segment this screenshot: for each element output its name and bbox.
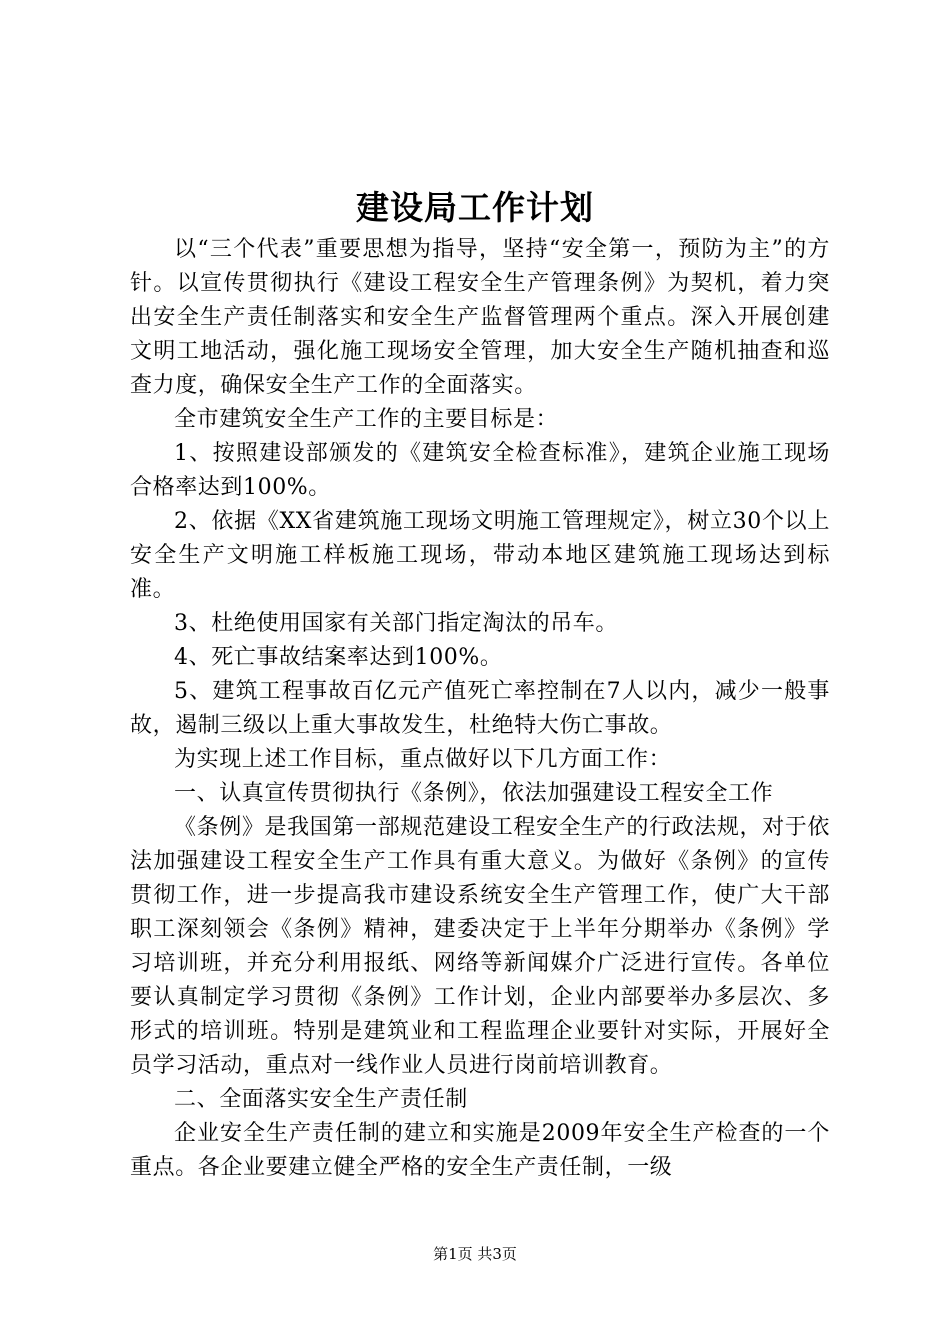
page-footer: 第1页 共3页: [433, 1245, 517, 1263]
paragraph-goals-heading: 全市建筑安全生产工作的主要目标是：: [174, 407, 559, 432]
document-body: [130, 233, 830, 1185]
document-title: 建设局工作计划: [356, 188, 594, 227]
paragraph-goal-2: 2、依据《XX省建筑施工现场文明施工管理规定》，树立30个以上安全生产文明施工样板施工现场，带动本地区建筑施工现场达到标准。: [130, 509, 830, 602]
section-heading-2: 二、全面落实安全生产责任制: [174, 1087, 468, 1112]
paragraph-goal-3: 3、杜绝使用国家有关部门指定淘汰的吊车。: [174, 611, 618, 636]
paragraph-intro: 以“三个代表”重要思想为指导，坚持“安全第一，预防为主”的方针。以宣传贯彻执行《建设工程安全生产管理条例》为契机，着力突出安全生产责任制落实和安全生产监督管理两个重点。深入开展创建文明工地活动，强化施工现场安全管理，加大安全生产随机抽查和巡查力度，确保安全生产工作的全面落实。: [130, 237, 830, 398]
paragraph-section-1: 《条例》是我国第一部规范建设工程安全生产的行政法规，对于依法加强建设工程安全生产工作具有重大意义。为做好《条例》的宣传贯彻工作，进一步提高我市建设系统安全生产管理工作，使广大干部职工深刻领会《条例》精神，建委决定于上半年分期举办《条例》学习培训班，并充分利用报纸、网络等新闻媒介广泛进行宣传。各单位要认真制定学习贯彻《条例》工作计划，企业内部要举办多层次、多形式的培训班。特别是建筑业和工程监理企业要针对实际，开展好全员学习活动，重点对一线作业人员进行岗前培训教育。: [130, 815, 830, 1078]
paragraph-goal-5: 5、建筑工程事故百亿元产值死亡率控制在7人以内，减少一般事故，遏制三级以上重大事故发生，杜绝特大伤亡事故。: [130, 679, 830, 738]
paragraph-goal-4: 4、死亡事故结案率达到100%。: [174, 645, 503, 670]
paragraph-work-intro: 为实现上述工作目标，重点做好以下几方面工作：: [174, 747, 672, 772]
paragraph-goal-1: 1、按照建设部颁发的《建筑安全检查标准》，建筑企业施工现场合格率达到100%。: [130, 441, 830, 500]
paragraph-section-2: 企业安全生产责任制的建立和实施是2009年安全生产检查的一个重点。各企业要建立健全严格的安全生产责任制，一级: [130, 1121, 830, 1180]
section-heading-1: 一、认真宣传贯彻执行《条例》，依法加强建设工程安全工作: [174, 781, 774, 806]
